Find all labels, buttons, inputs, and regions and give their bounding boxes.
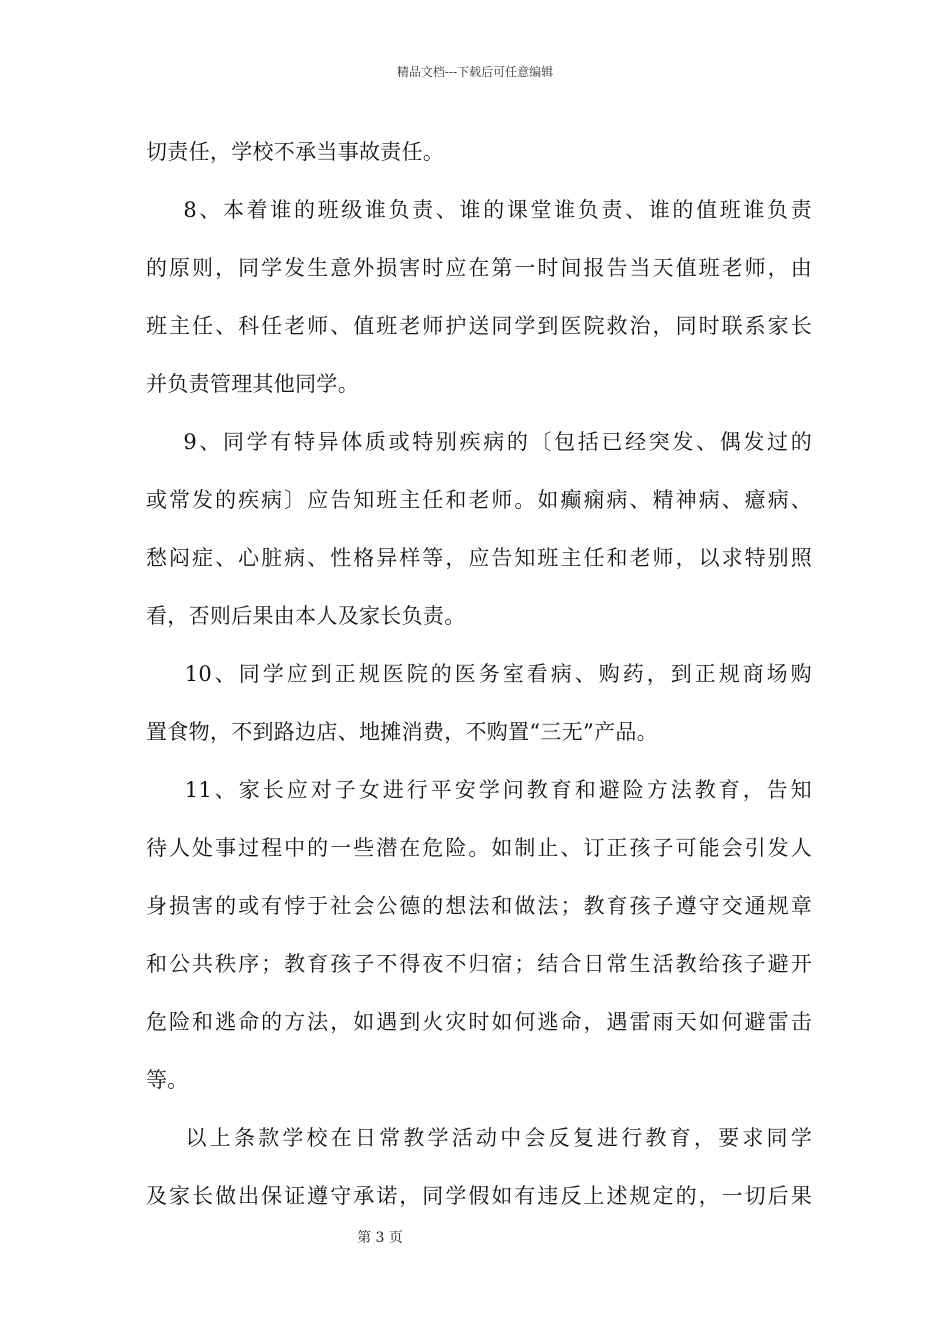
text-line: 危险和逃命的方法，如遇到火灾时如何逃命，遇雷雨天如何避雷击 (146, 1010, 812, 1034)
text-line: 以上条款学校在日常教学活动中会反复进行教育，要求同学 (146, 1126, 812, 1150)
paragraph (146, 181, 812, 413)
text-line: 置食物，不到路边店、地摊消费，不购置“三无”产品。 (146, 720, 658, 744)
text-line: 和公共秩序；教育孩子不得夜不归宿；结合日常生活教给孩子避开 (146, 952, 812, 976)
text-line: 10、同学应到正规医院的医务室看病、购药，到正规商场购 (146, 662, 812, 686)
text-line: 并负责管理其他同学。 (146, 372, 359, 396)
text-line: 愁闷症、心脏病、性格异样等，应告知班主任和老师，以求特别照 (146, 546, 812, 570)
paragraph (146, 761, 812, 1109)
text-line: 看，否则后果由本人及家长负责。 (146, 604, 466, 628)
paragraph (146, 1109, 812, 1225)
text-line: 等。 (146, 1068, 189, 1092)
text-line: 切责任，学校不承当事故责任。 (146, 140, 445, 164)
text-line: 身损害的或有悖于社会公德的想法和做法；教育孩子遵守交通规章 (146, 894, 812, 918)
text-line: 9、同学有特异体质或特别疾病的〔包括已经突发、偶发过的 (146, 430, 812, 454)
paragraph (146, 645, 812, 761)
page-number: 第 3 页 (357, 1230, 403, 1246)
document-body (146, 123, 812, 1225)
text-line: 8、本着谁的班级谁负责、谁的课堂谁负责、谁的值班谁负责 (146, 198, 812, 222)
text-line: 待人处事过程中的一些潜在危险。如制止、订正孩子可能会引发人 (146, 836, 812, 860)
text-line: 班主任、科任老师、值班老师护送同学到医院救治，同时联系家长 (146, 314, 812, 338)
text-line: 或常发的疾病〕应告知班主任和老师。如癫痫病、精神病、癔病、 (146, 488, 812, 512)
page-header: 精品文档---下载后可任意编辑 (396, 65, 554, 79)
paragraph (146, 413, 812, 645)
text-line: 11、家长应对子女进行平安学问教育和避险方法教育，告知 (146, 778, 812, 802)
text-line: 的原则，同学发生意外损害时应在第一时间报告当天值班老师，由 (146, 256, 812, 280)
paragraph (146, 123, 812, 181)
text-line: 及家长做出保证遵守承诺，同学假如有违反上述规定的，一切后果 (146, 1184, 812, 1208)
